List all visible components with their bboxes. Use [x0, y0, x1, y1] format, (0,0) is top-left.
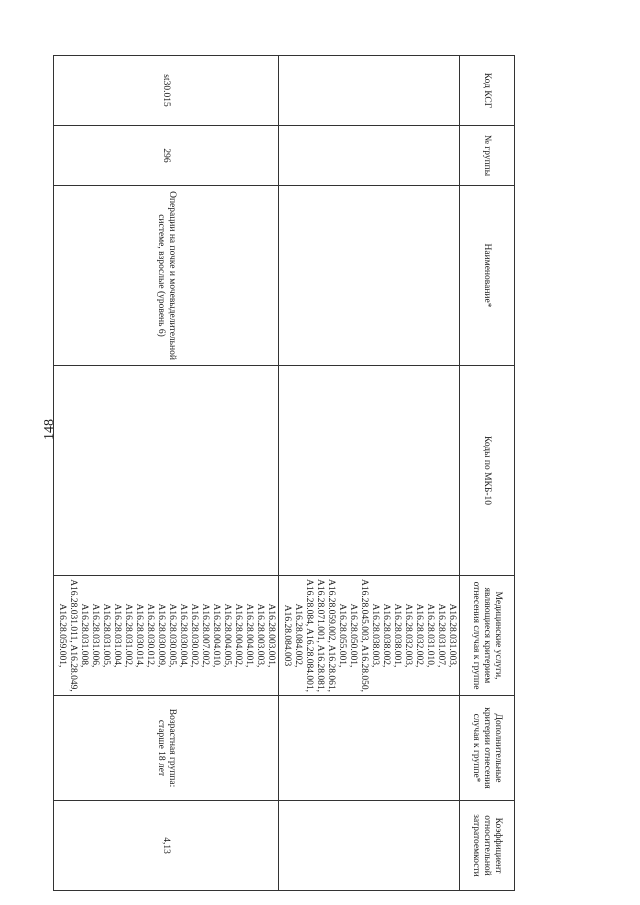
- service-code: A16.28.059.001,: [57, 603, 67, 668]
- cell-services-continued: [279, 576, 460, 696]
- service-code: A16.28.031.002,: [123, 603, 133, 668]
- cell-empty: [279, 56, 460, 126]
- service-code: A16.28.031.006,: [90, 603, 100, 668]
- service-code: A16.28.030.005,: [167, 603, 177, 668]
- service-code: A16.28.004.010,: [211, 603, 221, 668]
- ksg-table: [53, 55, 515, 891]
- header-name: Наименование*: [460, 186, 515, 366]
- cell-name: Операции на почке и мочевыделительной системе, взрослые (уровень 6): [54, 186, 279, 366]
- rotated-table-frame: [57, 55, 515, 890]
- service-code: A16.28.031.010,: [425, 603, 435, 668]
- header-group-no: № группы: [460, 126, 515, 186]
- service-code: A16.28.050.001,: [348, 603, 358, 668]
- table-row-continuation: [279, 56, 460, 891]
- service-code: A16.28.084.002,: [293, 603, 303, 668]
- service-code: A16.28.059.002, A16.28.061,: [326, 579, 336, 692]
- service-code: A16.28.084, A16.28.084.001,: [304, 579, 314, 692]
- service-code: A16.28.030.009,: [156, 603, 166, 668]
- service-code: A16.28.038.003,: [370, 603, 380, 668]
- service-code: A16.28.030.004,: [178, 603, 188, 668]
- service-code: A16.28.030.014,: [134, 603, 144, 668]
- service-code: A16.28.031.004,: [112, 603, 122, 668]
- cell-empty: [279, 801, 460, 891]
- table-row: [54, 56, 279, 891]
- service-code: A16.28.031.008,: [79, 603, 89, 668]
- service-code: A16.28.003.001,: [266, 603, 276, 668]
- service-code: A16.28.045.003, A16.28.050,: [359, 579, 369, 692]
- service-code: A16.28.071.001, A16.28.081,: [315, 579, 325, 692]
- cell-coef: 4,13: [54, 801, 279, 891]
- service-code: A16.28.084.003: [282, 604, 292, 667]
- service-code: A16.28.004.001,: [244, 603, 254, 668]
- header-coef: Коэффициент относительной затратоемкости: [460, 801, 515, 891]
- table-container: [57, 55, 515, 890]
- service-code: A16.28.030.002,: [189, 603, 199, 668]
- service-code: A16.28.032.003,: [403, 603, 413, 668]
- cell-empty: [279, 186, 460, 366]
- service-code: A16.28.031.003,: [447, 603, 457, 668]
- header-services: Медицинские услуги, являющиеся критерием отнесения случая к группе: [460, 576, 515, 696]
- header-criteria: Дополнительные критерии отнесения случая к группе*: [460, 696, 515, 801]
- service-code: A16.28.055.001,: [337, 603, 347, 668]
- cell-services: [54, 576, 279, 696]
- service-code: A16.28.031.007,: [436, 603, 446, 668]
- cell-mkb: [54, 366, 279, 576]
- cell-empty: [279, 126, 460, 186]
- service-code: A16.28.004.002,: [233, 603, 243, 668]
- header-code: Код КСГ: [460, 56, 515, 126]
- cell-empty: [279, 696, 460, 801]
- cell-group-no: 296: [54, 126, 279, 186]
- service-code: A16.28.003.003,: [255, 603, 265, 668]
- cell-code: st30.015: [54, 56, 279, 126]
- service-code: A16.28.031.005,: [101, 603, 111, 668]
- cell-empty: [279, 366, 460, 576]
- service-code: A16.28.007.002,: [200, 603, 210, 668]
- service-code: A16.28.032.002,: [414, 603, 424, 668]
- header-mkb: Коды по МКБ-10: [460, 366, 515, 576]
- page-number: 148: [42, 419, 57, 440]
- service-code: A16.28.030.012,: [145, 603, 155, 668]
- service-code: A16.28.004.005,: [222, 603, 232, 668]
- service-code: A16.28.038.002,: [381, 603, 391, 668]
- service-code: A16.28.031.011, A16.28.049,: [68, 579, 78, 692]
- cell-criteria: Возрастная группа: старше 18 лет: [54, 696, 279, 801]
- service-code: A16.28.038.001,: [392, 603, 402, 668]
- header-row: [460, 56, 515, 891]
